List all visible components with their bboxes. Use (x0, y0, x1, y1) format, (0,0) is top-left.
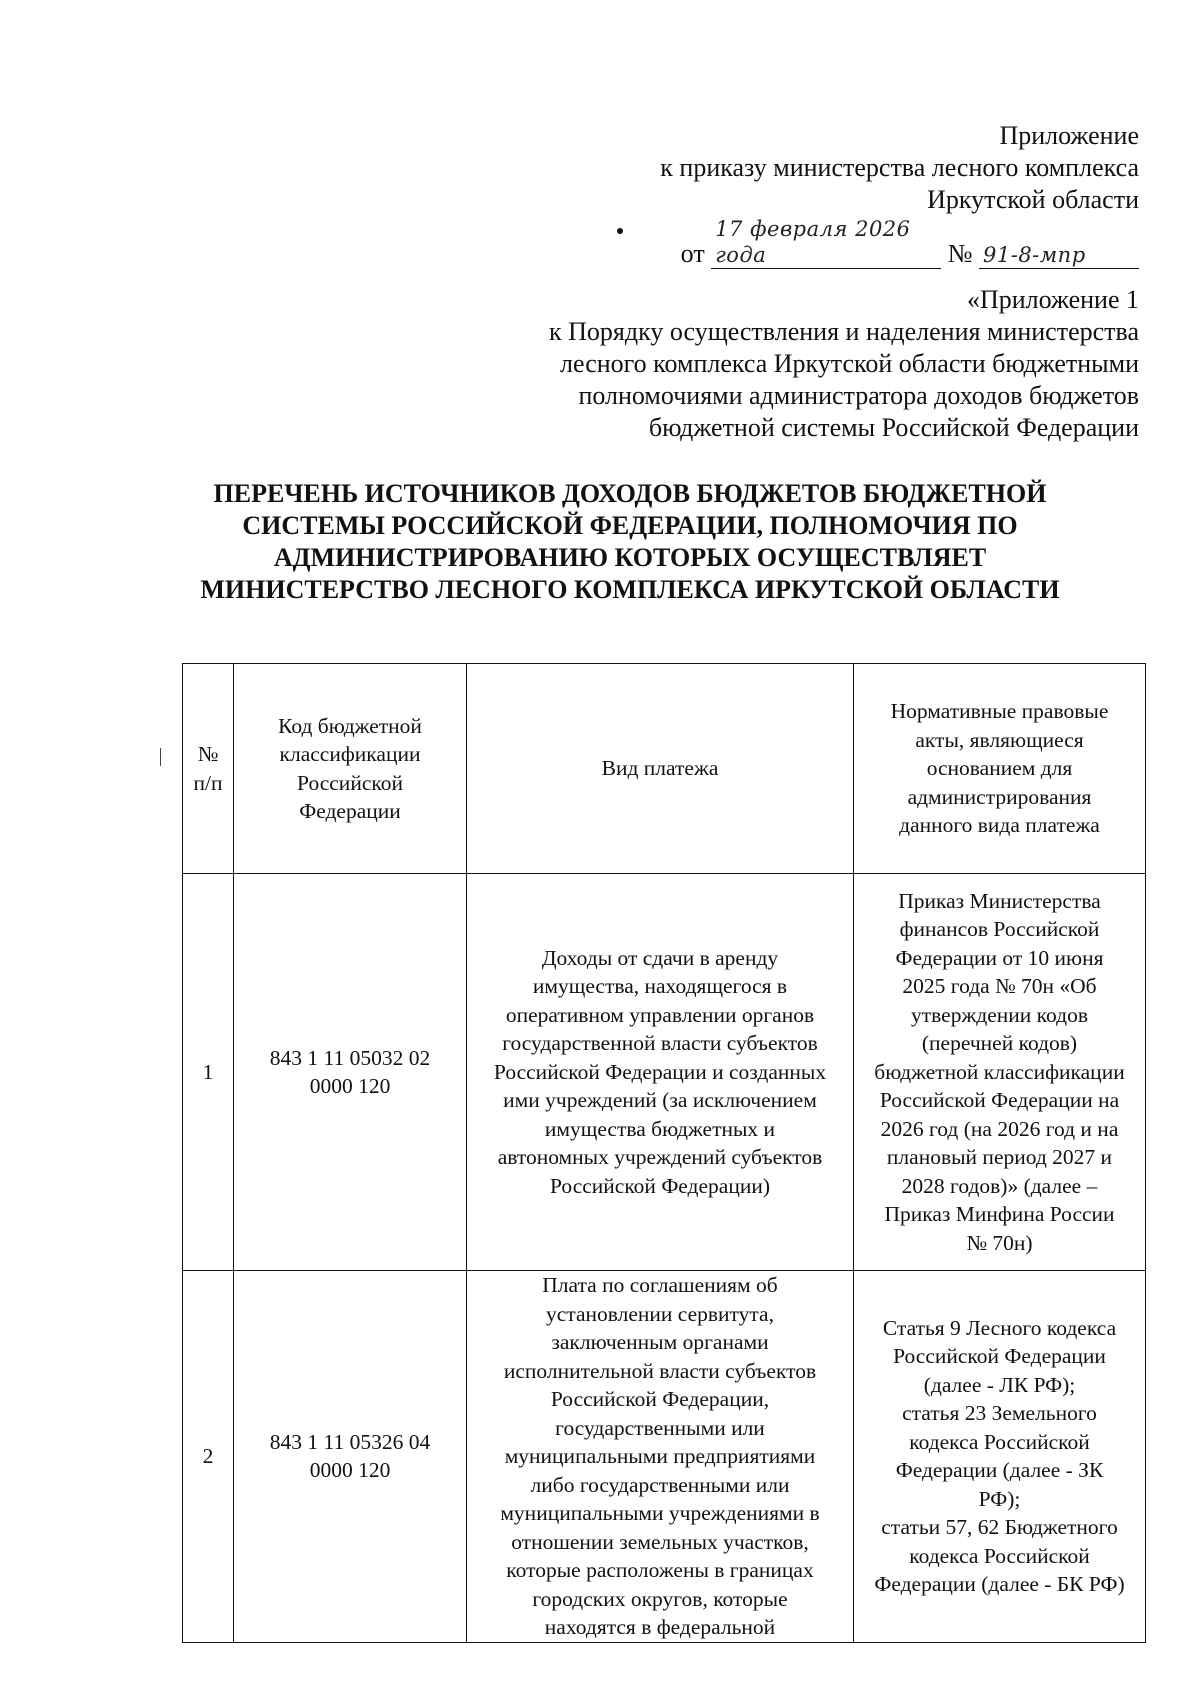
header-num: № п/п (183, 664, 234, 874)
row-legal-acts: Статья 9 Лесного кодекса Российской Федерации (далее - ЛК РФ); статья 23 Земельного кодекса Российской Федерации (далее - ЗК РФ); статьи 57, 62 Бюджетного кодекса Российской Федерации (далее - БК РФ) (854, 1271, 1146, 1643)
title-line: АДМИНИСТРИРОВАНИЮ КОТОРЫХ ОСУЩЕСТВЛЯЕТ (273, 543, 987, 572)
handwritten-order-number: 91-8-мпр (979, 242, 1139, 269)
ot-label: от (680, 239, 705, 268)
margin-mark (160, 748, 161, 766)
appendix1-line: лесного комплекса Иркутской области бюджетными (560, 349, 1139, 378)
approval-heading: Приложение (999, 121, 1139, 150)
title-line: МИНИСТЕРСТВО ЛЕСНОГО КОМПЛЕКСА ИРКУТСКОЙ ОБЛАСТИ (200, 575, 1060, 604)
appendix1-block (439, 284, 1139, 444)
approval-date-number-line (539, 216, 1139, 270)
ink-dot (617, 228, 623, 234)
appendix1-line: полномочиями администратора доходов бюджетов (578, 381, 1139, 410)
header-code: Код бюджетной классификации Российской Федерации (234, 664, 467, 874)
header-payment-type: Вид платежа (467, 664, 854, 874)
title-line: ПЕРЕЧЕНЬ ИСТОЧНИКОВ ДОХОДОВ БЮДЖЕТОВ БЮДЖЕТНОЙ (213, 479, 1047, 508)
row-code: 843 1 11 05032 02 0000 120 (234, 874, 467, 1271)
row-num: 1 (183, 874, 234, 1271)
handwritten-date: 17 февраля 2026 года (711, 216, 941, 269)
header-legal-acts: Нормативные правовые акты, являющиеся основанием для администрирования данного вида платежа (854, 664, 1146, 874)
number-sign: № (947, 239, 973, 268)
approval-region: Иркутской области (927, 185, 1139, 214)
row-code: 843 1 11 05326 04 0000 120 (234, 1271, 467, 1643)
approval-block (539, 120, 1139, 270)
row-payment-type: Плата по соглашениям об установлении сервитута, заключенным органами исполнительной власти субъектов Российской Федерации, государственными или муниципальными предприятиями либо государственными или муниципальными учреждениями в отношении земельных участков, которые расположены в границах городских округов, которые находятся в федеральной (467, 1271, 854, 1643)
row-payment-type: Доходы от сдачи в аренду имущества, находящегося в оперативном управлении органов государственной власти субъектов Российской Федерации и созданных ими учреждений (за исключением имущества бюджетных и автономных учреждений субъектов Российской Федерации) (467, 874, 854, 1271)
title-line: СИСТЕМЫ РОССИЙСКОЙ ФЕДЕРАЦИИ, ПОЛНОМОЧИЯ ПО (242, 511, 1018, 540)
appendix1-line: бюджетной системы Российской Федерации (648, 413, 1139, 442)
document-title (130, 478, 1130, 606)
table-row (183, 874, 1146, 1271)
appendix1-line: к Порядку осуществления и наделения министерства (548, 317, 1139, 346)
table-row (183, 1271, 1146, 1643)
approval-order-ref: к приказу министерства лесного комплекса (660, 153, 1139, 182)
revenue-sources-table (182, 663, 1146, 1643)
table-header-row (183, 664, 1146, 874)
row-legal-acts: Приказ Министерства финансов Российской Федерации от 10 июня 2025 года № 70н «Об утверждении кодов (перечней кодов) бюджетной классификации Российской Федерации на 2026 год (на 2026 год и на плановый период 2027 и 2028 годов)» (далее – Приказ Минфина России № 70н) (854, 874, 1146, 1271)
appendix1-line: «Приложение 1 (966, 285, 1139, 314)
row-num: 2 (183, 1271, 234, 1643)
